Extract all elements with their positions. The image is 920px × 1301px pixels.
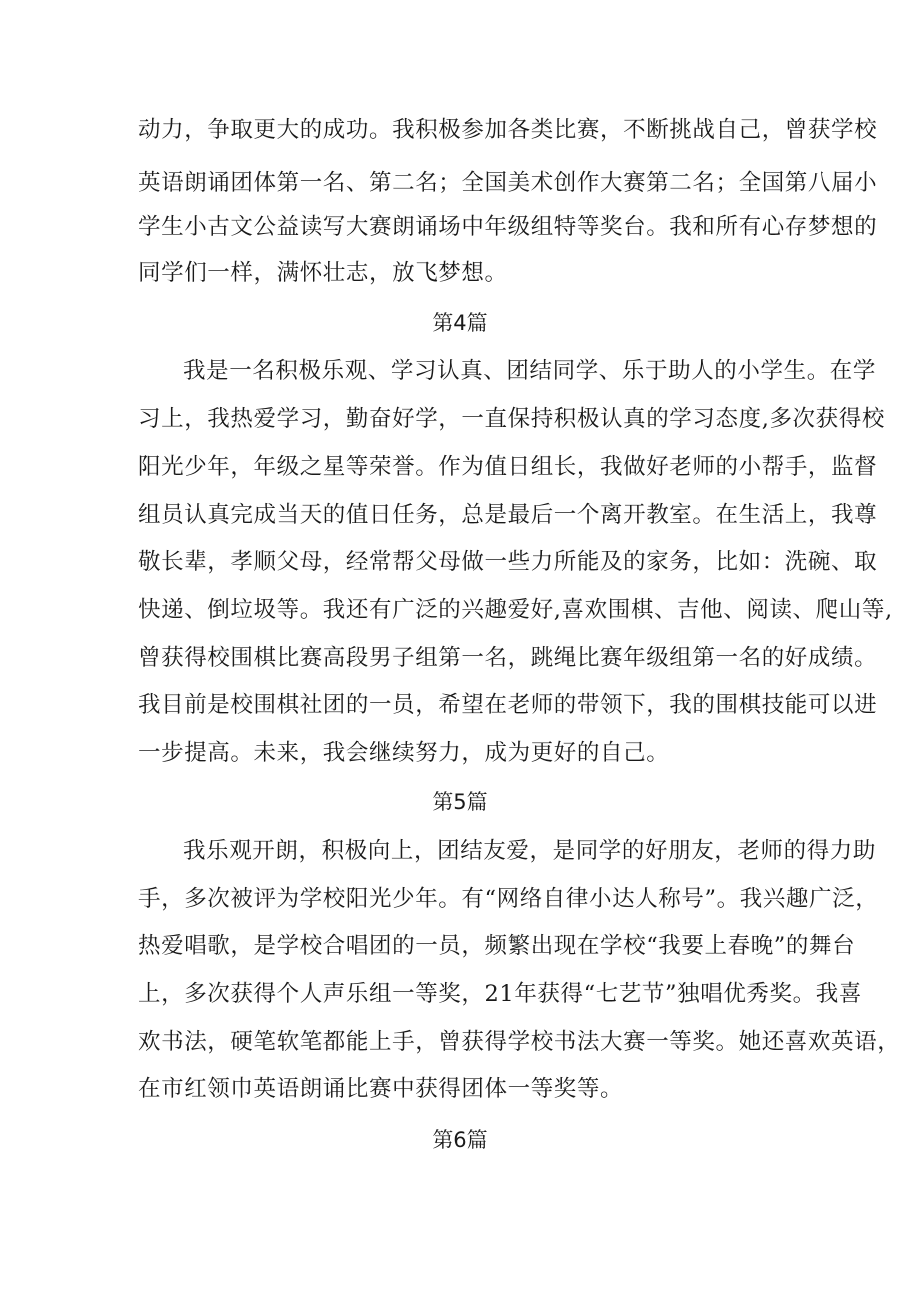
text-line: 曾获得校围棋比赛高段男子组第一名，跳绳比赛年级组第一名的好成绩。	[138, 645, 878, 671]
text-line: 阳光少年，年级之星等荣誉。作为值日组长，我做好老师的小帮手，监督	[138, 454, 878, 480]
section-heading: 第5篇	[432, 790, 488, 814]
text-line: 敬长辈，孝顺父母，经常帮父母做一些力所能及的家务，比如：洗碗、取	[138, 549, 878, 575]
text-line: 上，多次获得个人声乐组一等奖，21年获得“七艺节”独唱优秀奖。我喜	[138, 981, 862, 1007]
text-line: 快递、倒垃圾等。我还有广泛的兴趣爱好,喜欢围棋、吉他、阅读、爬山等,	[138, 597, 893, 623]
text-line: 我目前是校围棋社团的一员，希望在老师的带领下，我的围棋技能可以进	[138, 692, 878, 718]
text-line: 学生小古文公益读写大赛朗诵场中年级组特等奖台。我和所有心存梦想的	[138, 214, 878, 240]
text-line: 手，多次被评为学校阳光少年。有“网络自律小达人称号”。我兴趣广泛，	[138, 886, 879, 912]
text-line: 同学们一样，满怀壮志，放飞梦想。	[138, 260, 508, 286]
text-line: 英语朗诵团体第一名、第二名；全国美术创作大赛第二名；全国第八届小	[138, 170, 878, 196]
text-line: 热爱唱歌，是学校合唱团的一员，频繁出现在学校“我要上春晚”的舞台	[138, 933, 856, 959]
text-line: 在市红领巾英语朗诵比赛中获得团体一等奖等。	[138, 1076, 624, 1102]
text-line: 组员认真完成当天的值日任务，总是最后一个离开教室。在生活上，我尊	[138, 502, 878, 528]
section-heading: 第4篇	[432, 311, 488, 335]
text-line: 我乐观开朗，积极向上，团结友爱，是同学的好朋友，老师的得力助	[183, 838, 877, 864]
section-heading: 第6篇	[432, 1128, 488, 1152]
text-line: 欢书法，硬笔软笔都能上手，曾获得学校书法大赛一等奖。她还喜欢英语，	[138, 1029, 901, 1055]
text-line: 一步提高。未来，我会继续努力，成为更好的自己。	[138, 740, 670, 766]
text-line: 习上，我热爱学习，勤奋好学，一直保持积极认真的学习态度,多次获得校	[138, 406, 885, 432]
text-line: 动力，争取更大的成功。我积极参加各类比赛，不断挑战自己，曾获学校	[138, 117, 878, 143]
text-line: 我是一名积极乐观、学习认真、团结同学、乐于助人的小学生。在学	[183, 358, 877, 384]
